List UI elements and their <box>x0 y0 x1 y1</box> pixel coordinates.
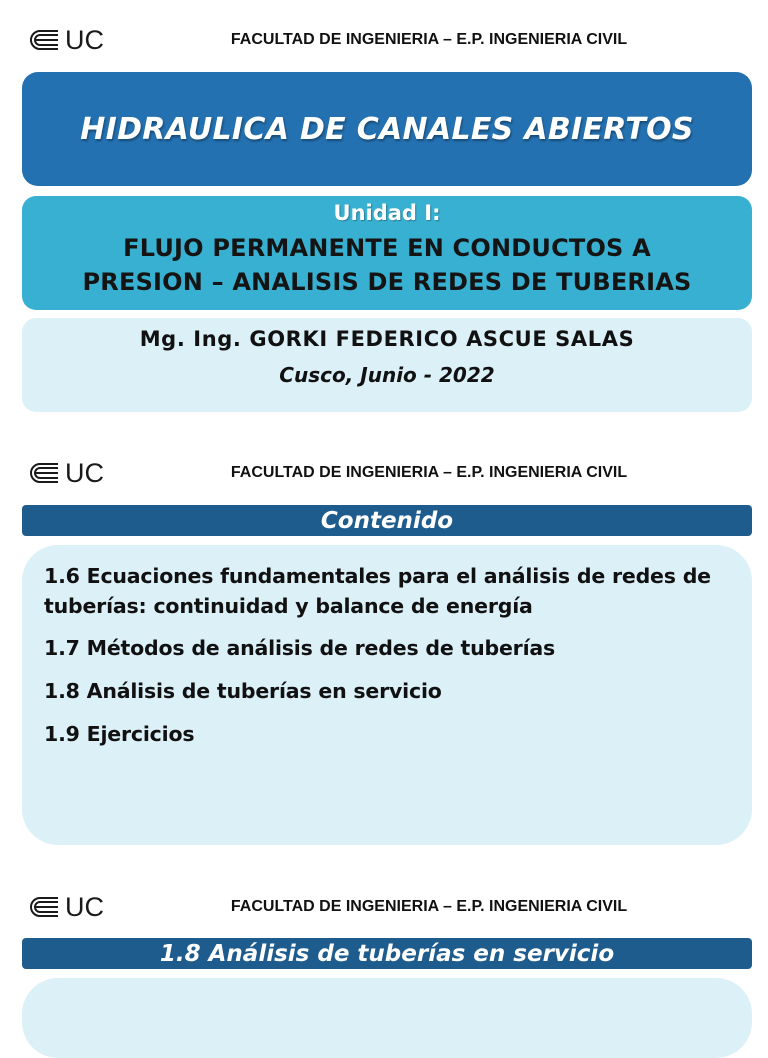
course-title-box <box>22 72 752 186</box>
uc-logo <box>28 24 118 56</box>
faculty-title: FACULTAD DE INGENIERIA – E.P. INGENIERIA CIVIL <box>230 898 628 915</box>
logo-text: UC <box>65 891 104 922</box>
unit-title-line1: FLUJO PERMANENTE EN CONDUCTOS A <box>123 234 651 262</box>
author-name: Mg. Ing. GORKI FEDERICO ASCUE SALAS <box>139 327 635 351</box>
logo-text: UC <box>65 24 104 55</box>
author-box <box>22 318 752 412</box>
contents-item: 1.6 Ecuaciones fundamentales para el análisis de redes de tuberías: continuidad y balance de energía <box>44 564 711 618</box>
place-date: Cusco, Junio - 2022 <box>279 363 495 387</box>
content-panel <box>22 978 752 1058</box>
section-bar <box>22 938 752 969</box>
course-title: HIDRAULICA DE CANALES ABIERTOS <box>80 111 694 147</box>
section-bar <box>22 505 752 536</box>
uc-logo-icon <box>28 29 62 51</box>
slide-header <box>0 453 768 493</box>
faculty-title: FACULTAD DE INGENIERIA – E.P. INGENIERIA CIVIL <box>230 464 628 481</box>
unit-title-line2: PRESION – ANALISIS DE REDES DE TUBERIAS <box>82 268 692 296</box>
slide-header <box>0 887 768 927</box>
uc-logo-icon <box>28 896 62 918</box>
contents-item: 1.8 Análisis de tuberías en servicio <box>44 679 442 703</box>
unit-label: Unidad I: <box>333 201 441 225</box>
slide-header <box>0 20 768 60</box>
faculty-title: FACULTAD DE INGENIERIA – E.P. INGENIERIA CIVIL <box>230 31 628 48</box>
uc-logo <box>28 891 118 923</box>
uc-logo <box>28 457 118 489</box>
unit-box <box>22 196 752 310</box>
contents-item: 1.9 Ejercicios <box>44 722 195 746</box>
section-title: 1.8 Análisis de tuberías en servicio <box>159 940 615 967</box>
section-title: Contenido <box>320 507 454 534</box>
contents-box <box>22 545 752 845</box>
contents-item: 1.7 Métodos de análisis de redes de tuberías <box>44 636 556 660</box>
uc-logo-icon <box>28 462 62 484</box>
logo-text: UC <box>65 457 104 488</box>
